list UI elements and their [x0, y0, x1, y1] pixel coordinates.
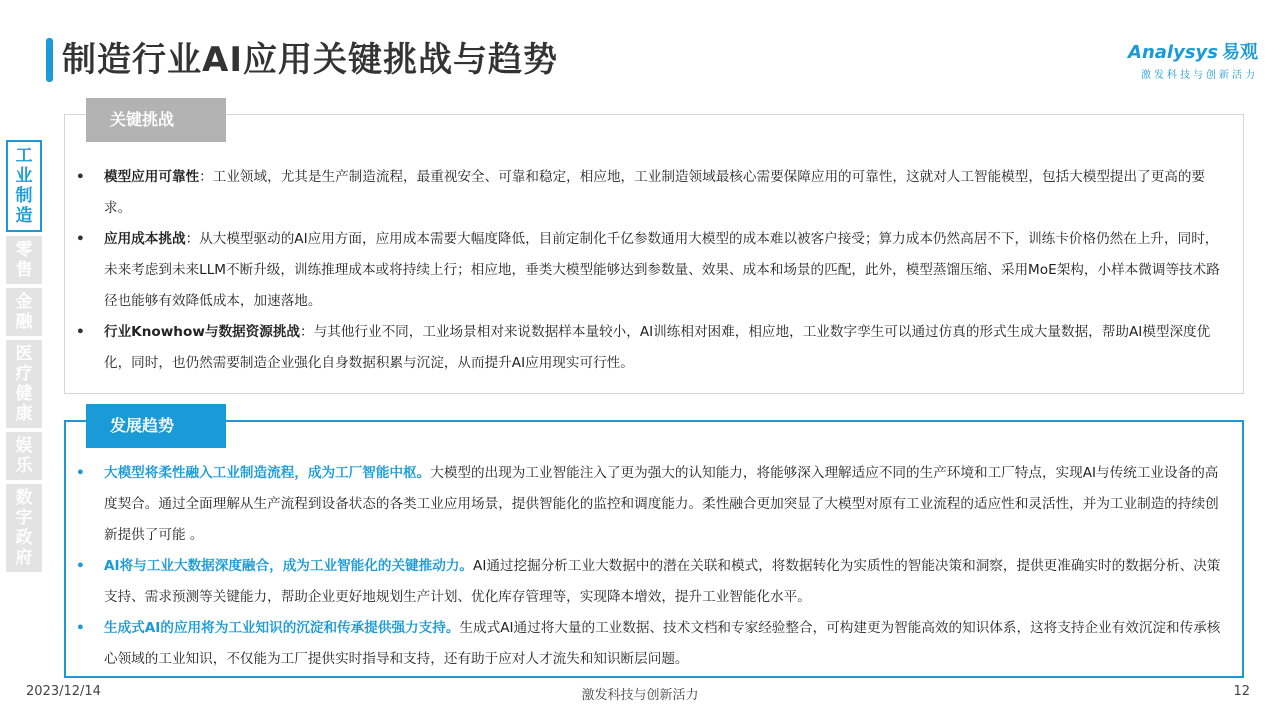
side-tab-char: 售	[15, 260, 33, 280]
bullet-icon: •	[76, 465, 85, 481]
trends-item	[76, 551, 1226, 613]
footer-date: 2023/12/14	[26, 684, 101, 699]
side-tab-5[interactable]	[6, 484, 42, 572]
challenges-item-text: ：工业领域，尤其是生产制造流程，最重视安全、可靠和稳定，相应地，工业制造领域最核心需要保障应用的可靠性，这就对人工智能模型，包括大模型提出了更高的要求。	[104, 169, 1206, 216]
trends-item	[76, 613, 1226, 675]
bullet-icon: •	[76, 324, 85, 340]
side-tab-char: 业	[15, 166, 33, 186]
challenges-item-text: ：与其他行业不同，工业场景相对来说数据样本量较小，AI训练相对困难，相应地，工业数字孪生可以通过仿真的形式生成大量数据，帮助AI模型深度优化，同时，也仍然需要制造企业强化自身数据积累与沉淀，从而提升AI应用现实可行性。	[104, 324, 1211, 371]
bullet-icon: •	[76, 620, 85, 636]
side-tab-char: 康	[15, 404, 33, 424]
page-number: 12	[1233, 684, 1250, 699]
side-tab-1[interactable]	[6, 236, 42, 284]
side-tab-char: 字	[15, 508, 33, 528]
logo-brand-cn: 易观	[1222, 42, 1258, 63]
trends-item-lead: AI将与工业大数据深度融合，成为工业智能化的关键推动力。	[104, 558, 474, 574]
side-tab-char: 政	[15, 528, 33, 548]
side-tab-char: 数	[15, 488, 33, 508]
trends-item-lead: 大模型将柔性融入工业制造流程，成为工厂智能中枢。	[104, 465, 431, 481]
brand-logo	[1128, 38, 1258, 81]
trends-list	[76, 458, 1226, 675]
challenges-item	[76, 224, 1226, 317]
side-tab-char: 融	[15, 312, 33, 332]
side-tab-char: 乐	[15, 456, 33, 476]
challenges-item-lead: 模型应用可靠性	[104, 169, 200, 185]
trends-item-lead: 生成式AI的应用将为工业知识的沉淀和传承提供强力支持。	[104, 620, 460, 636]
challenges-item-lead: 行业Knowhow与数据资源挑战	[104, 324, 301, 340]
side-tab-char: 疗	[15, 364, 33, 384]
bullet-icon: •	[76, 169, 85, 185]
challenges-heading: 关键挑战	[86, 98, 226, 142]
trends-item	[76, 458, 1226, 551]
footer-slogan: 激发科技与创新活力	[581, 688, 699, 703]
trends-item-text: 大模型的出现为工业智能注入了更为强大的认知能力，将能够深入理解适应不同的生产环境和工厂特点，实现AI与传统工业设备的高度契合。通过全面理解从生产流程到设备状态的各类工业应用场景，提供智能化的监控和调度能力。柔性融合更加突显了大模型对原有工业流程的适应性和灵活性，并为工业制造的持续创新提供了可能 。	[104, 465, 1219, 543]
trends-item-text: 生成式AI通过将大量的工业数据、技术文档和专家经验整合，可构建更为智能高效的知识体系，这将支持企业有效沉淀和传承核心领域的工业知识，不仅能为工厂提供实时指导和支持，还有助于应对人才流失和知识断层问题。	[104, 620, 1221, 667]
title-accent-bar	[46, 38, 53, 82]
industry-side-tabs	[6, 140, 42, 576]
side-tab-char: 娱	[15, 436, 33, 456]
trends-item-text: AI通过挖掘分析工业大数据中的潜在关联和模式，将数据转化为实质性的智能决策和洞察，提供更准确实时的数据分析、决策支持、需求预测等关键能力，帮助企业更好地规划生产计划、优化库存管理等，实现降本增效，提升工业智能化水平。	[104, 558, 1221, 605]
side-tab-0[interactable]	[6, 140, 42, 232]
logo-wordmark	[1128, 38, 1258, 64]
side-tab-char: 造	[15, 206, 33, 226]
side-tab-char: 制	[15, 186, 33, 206]
side-tab-3[interactable]	[6, 340, 42, 428]
trends-heading: 发展趋势	[86, 404, 226, 448]
side-tab-char: 府	[15, 548, 33, 568]
side-tab-char: 健	[15, 384, 33, 404]
logo-brand-en: Analysys	[1128, 42, 1218, 63]
challenges-item	[76, 317, 1226, 379]
page-title: 制造行业AI应用关键挑战与趋势	[62, 40, 558, 80]
bullet-icon: •	[76, 231, 85, 247]
side-tab-char: 零	[15, 240, 33, 260]
side-tab-char: 金	[15, 292, 33, 312]
side-tab-char: 工	[15, 146, 33, 166]
side-tab-char: 医	[15, 344, 33, 364]
challenges-list	[76, 162, 1226, 379]
logo-tagline: 激发科技与创新活力	[1141, 70, 1258, 81]
side-tab-2[interactable]	[6, 288, 42, 336]
challenges-item	[76, 162, 1226, 224]
challenges-item-text: ：从大模型驱动的AI应用方面，应用成本需要大幅度降低，目前定制化千亿参数通用大模型的成本难以被客户接受；算力成本仍然高居不下，训练卡价格仍然在上升，同时，未来考虑到未来LLM不断升级，训练推理成本或将持续上行；相应地，垂类大模型能够达到参数量、效果、成本和场景的匹配，此外，模型蒸馏压缩、采用MoE架构，小样本微调等技术路径也能够有效降低成本，加速落地。	[104, 231, 1220, 309]
challenges-item-lead: 应用成本挑战	[104, 231, 186, 247]
side-tab-4[interactable]	[6, 432, 42, 480]
bullet-icon: •	[76, 558, 85, 574]
